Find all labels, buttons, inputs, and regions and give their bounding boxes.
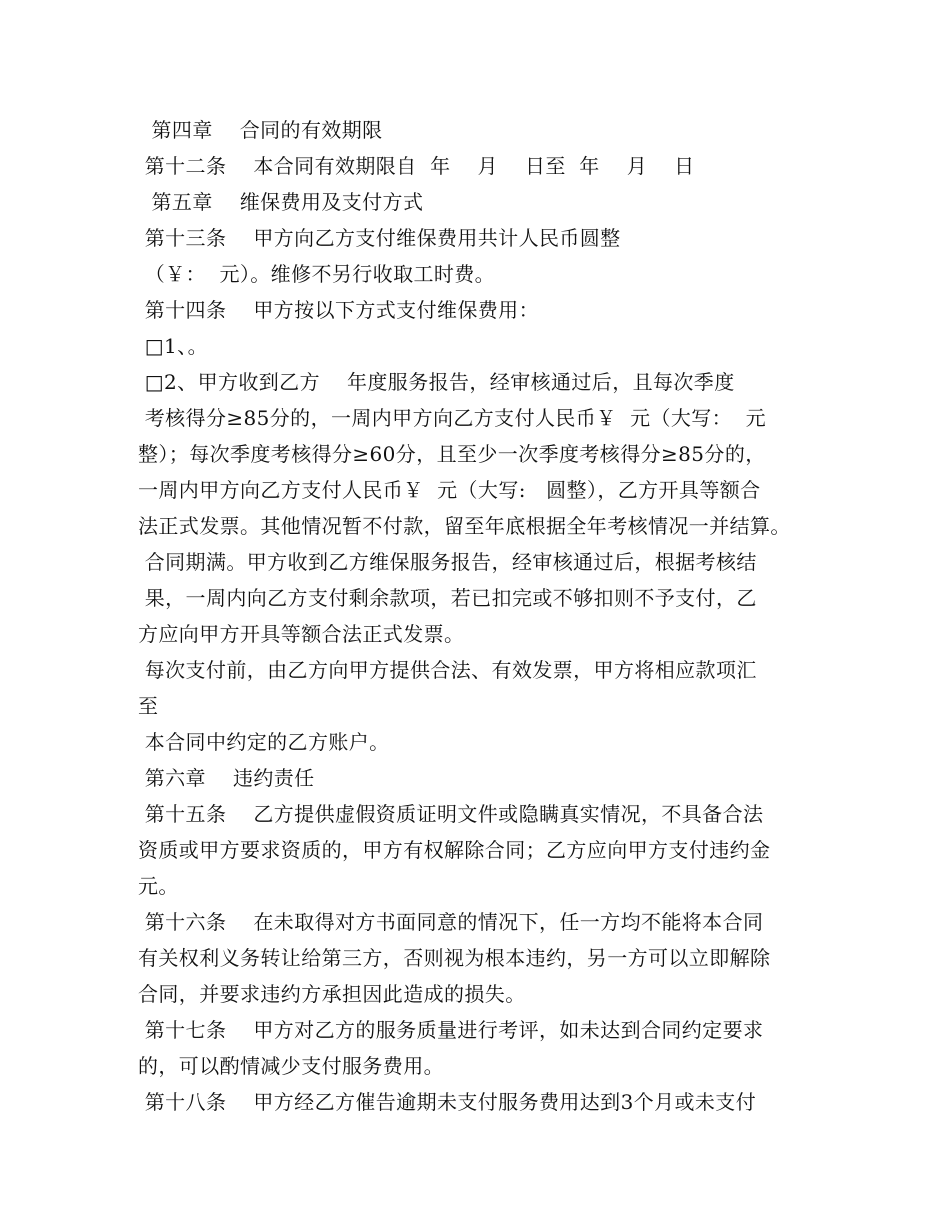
text-line: 第十六条 在未取得对方书面同意的情况下，任一方均不能将本合同 <box>138 910 764 934</box>
text-line: 每次支付前，由乙方向甲方提供合法、有效发票，甲方将相应款项汇 <box>138 658 757 682</box>
chapter-heading: 第六章 违约责任 <box>138 766 315 790</box>
text-line: 果，一周内向乙方支付剩余款项，若已扣完或不够扣则不予支付，乙 <box>138 586 757 610</box>
text-line: 整）；每次季度考核得分≥60分，且至少一次季度考核得分≥85分的， <box>138 442 766 466</box>
text-line: 考核得分≥85分的，一周内甲方向乙方支付人民币￥ 元（大写： 元 <box>138 406 766 430</box>
text-line: 资质或甲方要求资质的，甲方有权解除合同；乙方应向甲方支付违约金 <box>138 838 771 862</box>
text-line: （￥： 元）。维修不另行收取工时费。 <box>138 262 496 286</box>
text-line: 合同，并要求违约方承担因此造成的损失。 <box>138 982 526 1006</box>
text-line: 方应向甲方开具等额合法正式发票。 <box>138 622 465 646</box>
text-line: 第十二条 本合同有效期限自 年 月 日至 年 月 日 <box>138 154 695 178</box>
checkbox-option-line: □1、。 <box>138 334 208 358</box>
checkbox-option-line: □2、甲方收到乙方 年度服务报告，经审核通过后，且每次季度 <box>138 370 735 394</box>
text-line: 至 <box>138 694 159 718</box>
text-line: 第十七条 甲方对乙方的服务质量进行考评，如未达到合同约定要求 <box>138 1018 764 1042</box>
text-line: 第十八条 甲方经乙方催告逾期未支付服务费用达到3个月或未支付 <box>138 1090 757 1114</box>
text-line: 有关权利义务转让给第三方，否则视为根本违约，另一方可以立即解除 <box>138 946 771 970</box>
chapter-heading: 第四章 合同的有效期限 <box>138 118 383 142</box>
text-line: 第十三条 甲方向乙方支付维保费用共计人民币圆整 <box>138 226 621 250</box>
text-line: 一周内甲方向乙方支付人民币￥ 元（大写: 圆整），乙方开具等额合 <box>138 478 761 502</box>
text-line: 第十五条 乙方提供虚假资质证明文件或隐瞒真实情况，不具备合法 <box>138 802 764 826</box>
text-line: 本合同中约定的乙方账户。 <box>138 730 390 754</box>
text-line: 合同期满。甲方收到乙方维保服务报告，经审核通过后，根据考核结 <box>138 550 757 574</box>
text-line: 元。 <box>138 874 179 898</box>
chapter-heading: 第五章 维保费用及支付方式 <box>138 190 424 214</box>
text-line: 的，可以酌情减少支付服务费用。 <box>138 1054 444 1078</box>
text-line: 第十四条 甲方按以下方式支付维保费用： <box>138 298 539 322</box>
text-line: 法正式发票。其他情况暂不付款，留至年底根据全年考核情况一并结算。 <box>138 514 791 538</box>
